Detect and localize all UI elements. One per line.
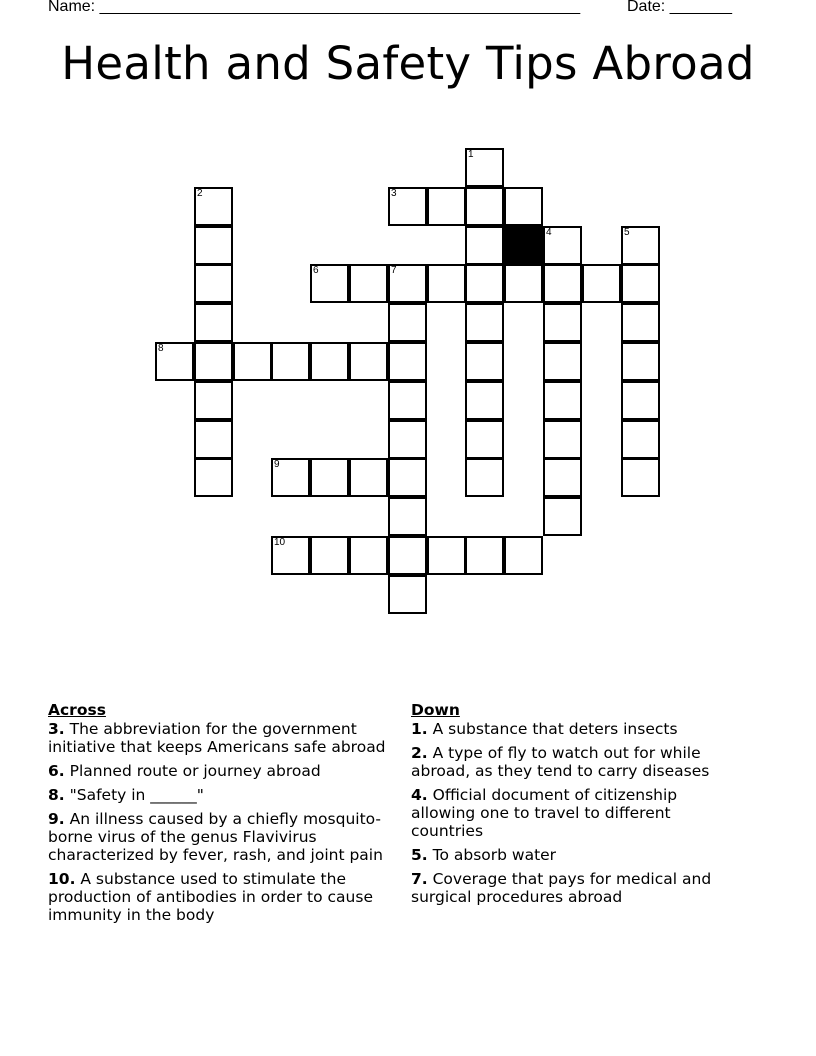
clue-number: 5. — [411, 846, 428, 864]
grid-cell[interactable] — [465, 342, 504, 381]
grid-cell[interactable] — [388, 497, 427, 536]
grid-cell[interactable] — [194, 458, 233, 497]
grid-cell[interactable] — [427, 536, 466, 575]
across-clue — [48, 786, 406, 804]
clue-number: 6. — [48, 762, 65, 780]
grid-cell[interactable] — [543, 303, 582, 342]
grid-cell[interactable] — [194, 264, 233, 303]
clue-number: 2. — [411, 744, 428, 762]
down-clues — [411, 700, 741, 912]
cell-number: 9 — [274, 459, 280, 470]
grid-cell[interactable] — [388, 342, 427, 381]
grid-cell[interactable] — [194, 420, 233, 459]
cell-number: 6 — [313, 265, 319, 276]
grid-cell[interactable] — [349, 264, 388, 303]
grid-cell[interactable] — [465, 264, 504, 303]
down-clue — [411, 846, 741, 864]
across-clue-list — [48, 720, 406, 924]
grid-cell[interactable] — [621, 264, 660, 303]
grid-cell[interactable] — [310, 458, 349, 497]
grid-cell[interactable] — [155, 342, 194, 381]
grid-cell[interactable] — [504, 264, 543, 303]
grid-cell[interactable] — [465, 303, 504, 342]
grid-cell[interactable] — [543, 226, 582, 265]
grid-cell[interactable] — [233, 342, 272, 381]
clue-number: 10. — [48, 870, 76, 888]
cell-number: 1 — [468, 149, 474, 160]
grid-cell[interactable] — [388, 264, 427, 303]
across-clue — [48, 870, 406, 924]
grid-cell[interactable] — [543, 458, 582, 497]
grid-cell[interactable] — [543, 497, 582, 536]
grid-cell[interactable] — [621, 342, 660, 381]
grid-cell[interactable] — [388, 575, 427, 614]
cell-number: 8 — [158, 343, 164, 354]
grid-cell[interactable] — [621, 458, 660, 497]
clue-number: 1. — [411, 720, 428, 738]
grid-cell[interactable] — [427, 264, 466, 303]
grid-cell[interactable] — [427, 187, 466, 226]
clue-number: 3. — [48, 720, 65, 738]
cell-number: 7 — [391, 265, 397, 276]
grid-cell[interactable] — [271, 458, 310, 497]
grid-cell[interactable] — [194, 187, 233, 226]
grid-cell[interactable] — [310, 342, 349, 381]
clue-text: The abbreviation for the government initiative that keeps Americans safe abroad — [48, 720, 386, 756]
grid-cell[interactable] — [349, 342, 388, 381]
grid-cell[interactable] — [194, 381, 233, 420]
grid-cell[interactable] — [310, 536, 349, 575]
grid-cell[interactable] — [504, 536, 543, 575]
down-clue-list — [411, 720, 741, 906]
cell-number: 2 — [197, 188, 203, 199]
grid-cell[interactable] — [465, 420, 504, 459]
grid-cell[interactable] — [465, 148, 504, 187]
grid-cell[interactable] — [194, 226, 233, 265]
grid-cell[interactable] — [543, 264, 582, 303]
grid-cell[interactable] — [465, 458, 504, 497]
name-field: Name: ______________________________________________________ — [48, 0, 581, 15]
grid-cell[interactable] — [621, 420, 660, 459]
clue-number: 9. — [48, 810, 65, 828]
grid-cell[interactable] — [388, 381, 427, 420]
cell-number: 10 — [274, 537, 286, 548]
date-field: Date: _______ — [627, 0, 732, 15]
grid-cell[interactable] — [271, 342, 310, 381]
down-clue — [411, 786, 741, 840]
clue-number: 4. — [411, 786, 428, 804]
clue-text: Coverage that pays for medical and surgical procedures abroad — [411, 870, 712, 906]
grid-cell[interactable] — [465, 536, 504, 575]
clue-text: A substance used to stimulate the production of antibodies in order to cause immunity in the body — [48, 870, 373, 924]
page-title: Health and Safety Tips Abroad — [61, 37, 755, 90]
clue-text: Planned route or journey abroad — [64, 762, 321, 780]
cell-number: 4 — [546, 227, 552, 238]
grid-cell[interactable] — [582, 264, 621, 303]
grid-cell[interactable] — [504, 187, 543, 226]
grid-cell[interactable] — [465, 381, 504, 420]
across-heading: Across — [48, 701, 106, 719]
grid-cell[interactable] — [271, 536, 310, 575]
clue-text: A substance that deters insects — [427, 720, 678, 738]
clue-number: 7. — [411, 870, 428, 888]
down-clue — [411, 744, 741, 780]
grid-cell[interactable] — [465, 226, 504, 265]
grid-cell[interactable] — [621, 381, 660, 420]
across-clue — [48, 762, 406, 780]
down-clue — [411, 870, 741, 906]
across-clue — [48, 810, 406, 864]
grid-cell[interactable] — [310, 264, 349, 303]
down-heading: Down — [411, 701, 460, 719]
grid-cell[interactable] — [543, 420, 582, 459]
across-clues — [48, 700, 406, 930]
clue-text: Official document of citizenship allowing one to travel to different countries — [411, 786, 678, 840]
clue-text: To absorb water — [427, 846, 557, 864]
grid-cell[interactable] — [388, 187, 427, 226]
grid-cell[interactable] — [621, 226, 660, 265]
cell-number: 5 — [624, 227, 630, 238]
grid-cell[interactable] — [543, 342, 582, 381]
across-clue — [48, 720, 406, 756]
black-cell — [504, 226, 543, 265]
grid-cell[interactable] — [388, 303, 427, 342]
grid-cell[interactable] — [543, 381, 582, 420]
grid-cell[interactable] — [388, 420, 427, 459]
clue-text: "Safety in ______" — [64, 786, 204, 804]
grid-cell[interactable] — [388, 458, 427, 497]
grid-cell[interactable] — [621, 303, 660, 342]
grid-cell[interactable] — [388, 536, 427, 575]
grid-cell[interactable] — [194, 342, 233, 381]
clue-text: An illness caused by a chiefly mosquito-borne virus of the genus Flavivirus characterized by fever, rash, and joint pain — [48, 810, 383, 864]
grid-cell[interactable] — [194, 303, 233, 342]
cell-number: 3 — [391, 188, 397, 199]
clue-text: A type of fly to watch out for while abroad, as they tend to carry diseases — [411, 744, 710, 780]
grid-cell[interactable] — [349, 458, 388, 497]
down-clue — [411, 720, 741, 738]
grid-cell[interactable] — [349, 536, 388, 575]
clue-number: 8. — [48, 786, 65, 804]
grid-cell[interactable] — [465, 187, 504, 226]
